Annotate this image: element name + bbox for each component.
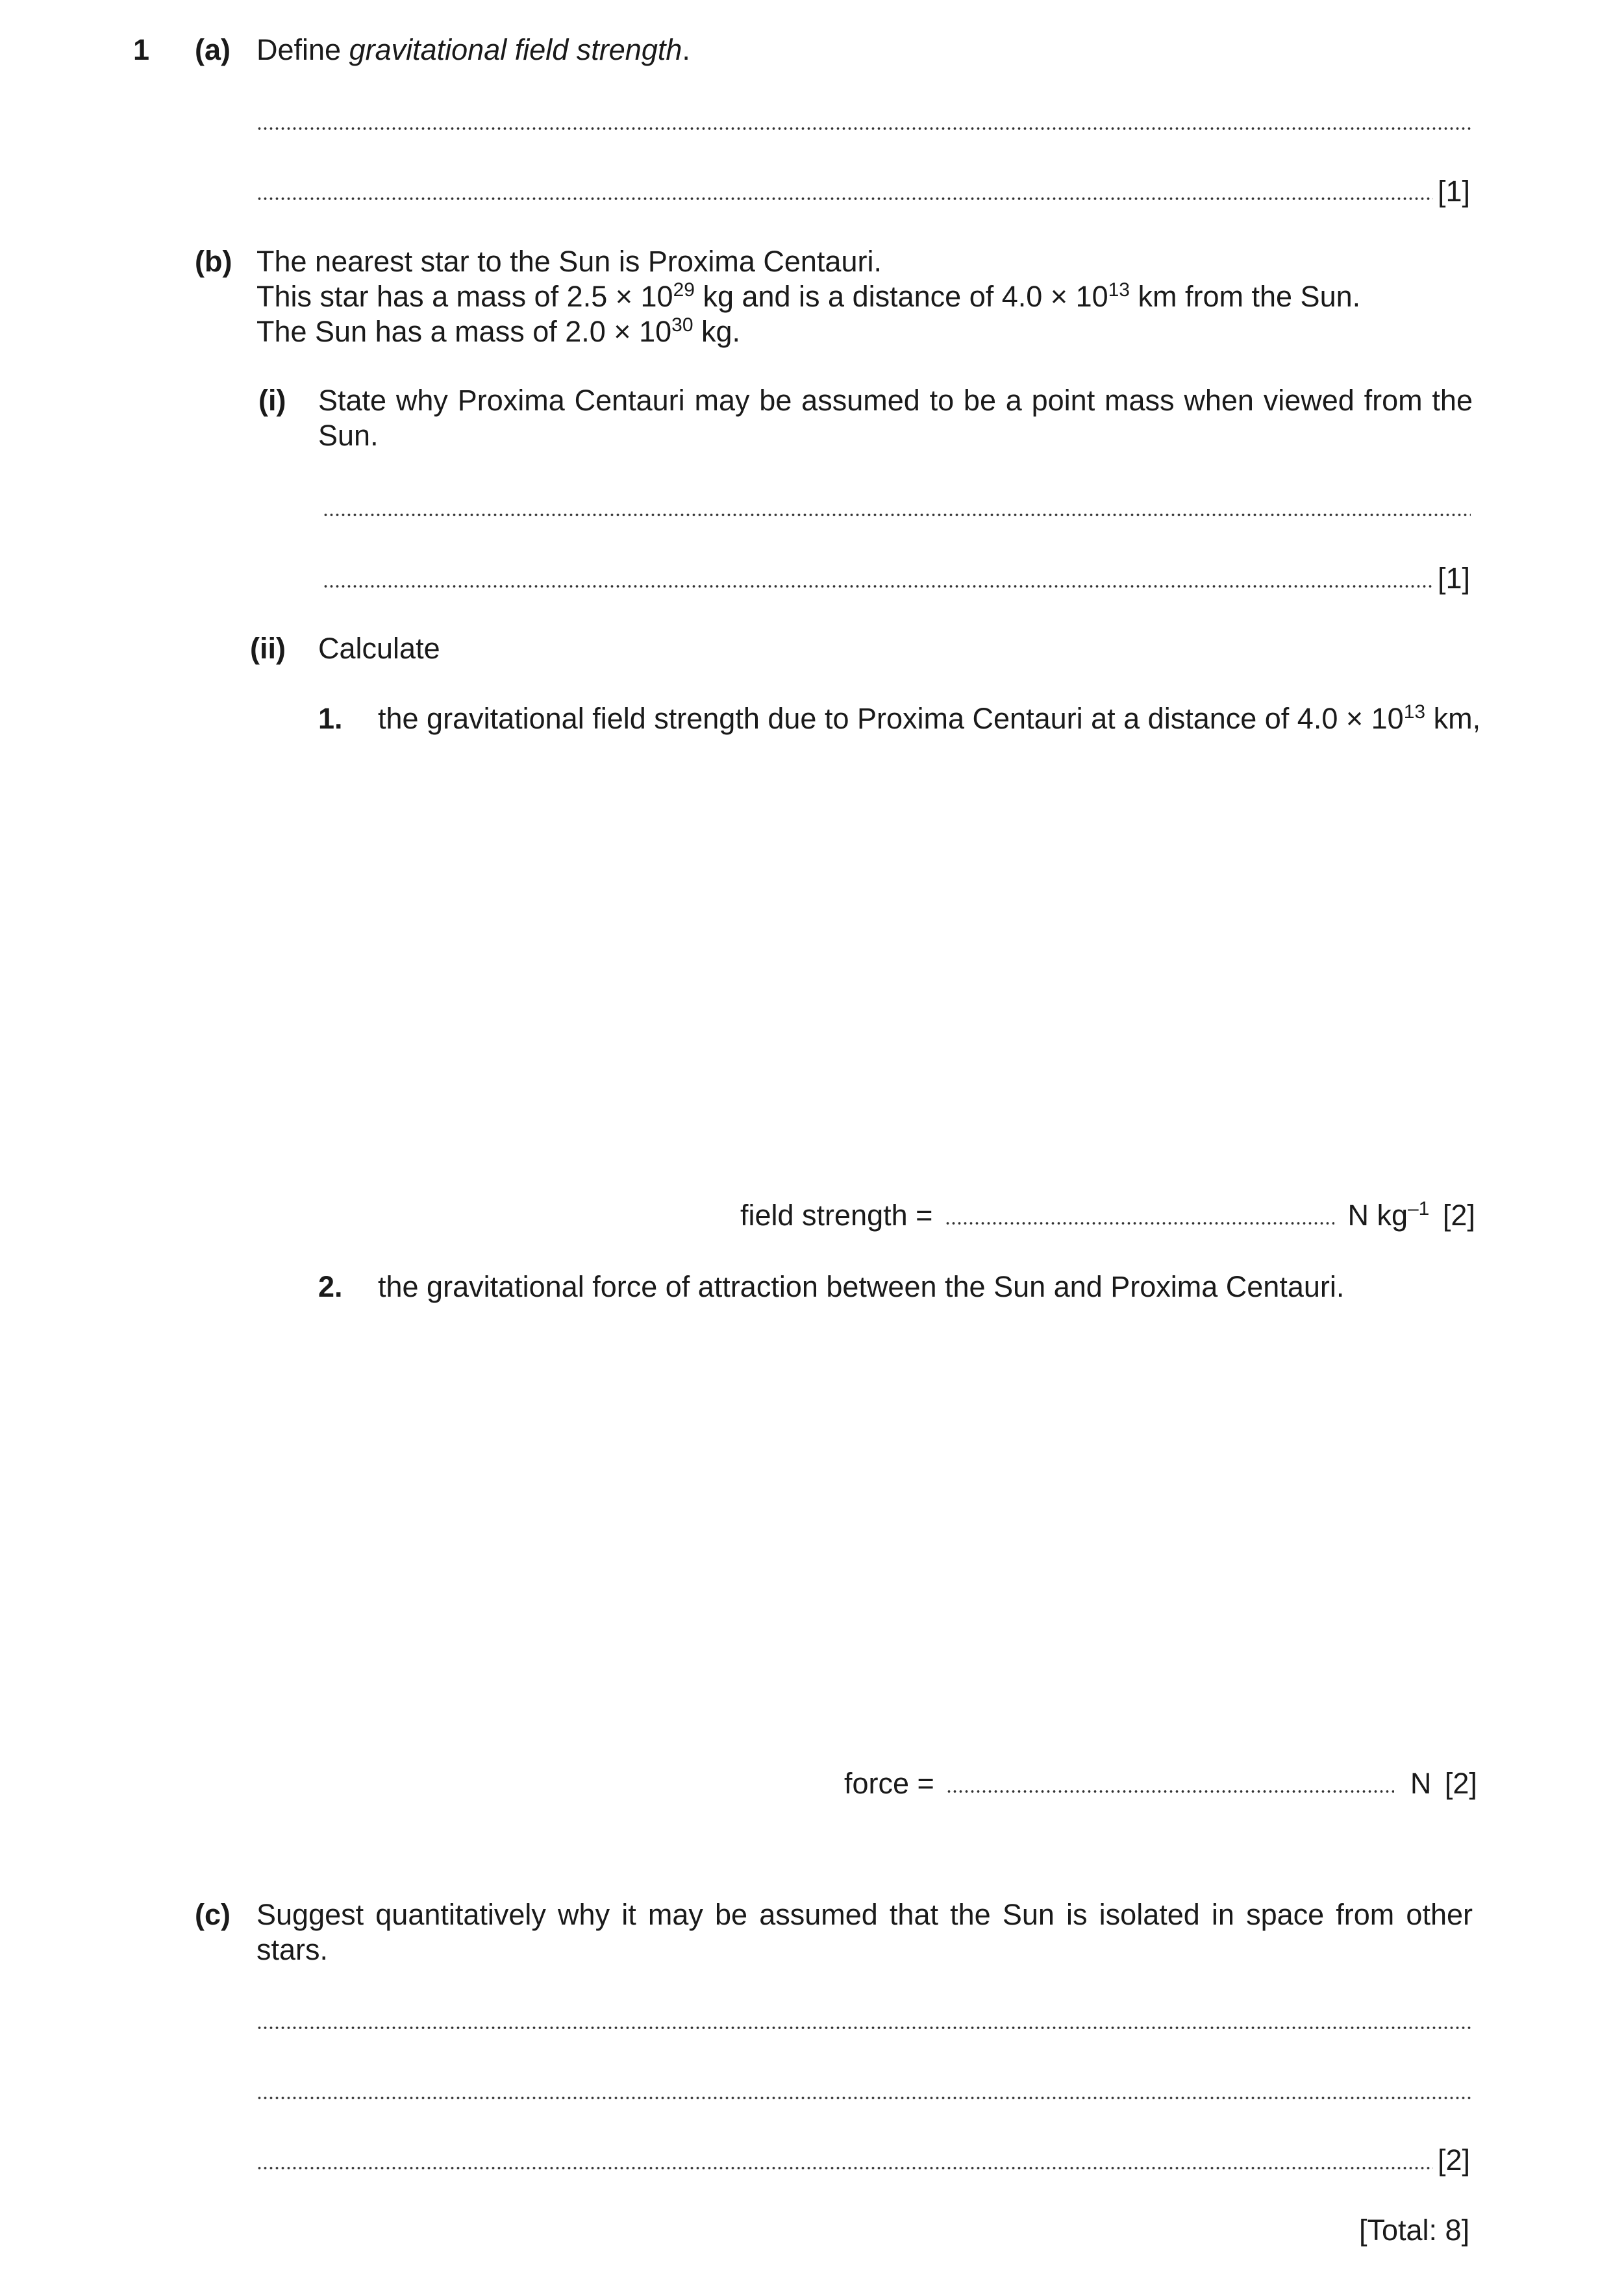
force-marks: [2] xyxy=(1444,1767,1477,1800)
part-b-i-marks: [1] xyxy=(1438,562,1471,595)
part-b-line-3-a: The Sun has a mass of 2.0 × 10 xyxy=(256,315,672,348)
field-strength-label: field strength = xyxy=(740,1199,933,1232)
force-label: force = xyxy=(844,1767,934,1800)
part-b-line-3-b: kg. xyxy=(693,315,741,348)
part-c-marks: [2] xyxy=(1438,2143,1471,2177)
part-b-line-2-c: km from the Sun. xyxy=(1130,280,1361,313)
force-answer-line[interactable] xyxy=(946,1790,1394,1793)
part-b-line-2-b: kg and is a distance of 4.0 × 10 xyxy=(694,280,1108,313)
part-b-ii-1-text-sup: 13 xyxy=(1403,701,1426,723)
part-b-ii-1-text-a: the gravitational field strength due to Proxima Centauri at a distance of 4.0 × 10 xyxy=(378,702,1404,735)
field-strength-unit-a: N kg xyxy=(1347,1199,1408,1232)
part-b-ii-1-label: 1. xyxy=(318,702,343,735)
part-b-i-text: State why Proxima Centauri may be assumed to be a point mass when viewed from the Sun. xyxy=(318,384,1473,452)
total-marks: [Total: 8] xyxy=(1359,2214,1470,2247)
force-unit: N xyxy=(1410,1767,1432,1800)
part-b-ii-2-text: the gravitational force of attraction between the Sun and Proxima Centauri. xyxy=(378,1270,1345,1303)
part-a-text-emphasis: gravitational field strength xyxy=(349,33,682,66)
part-a-label: (a) xyxy=(195,33,231,66)
field-strength-unit-sup: –1 xyxy=(1408,1198,1430,1219)
answer-line-b-i-2[interactable] xyxy=(323,584,1433,588)
part-b-line-3 xyxy=(256,314,740,349)
answer-line-a-1[interactable] xyxy=(256,127,1471,131)
force-answer-row xyxy=(844,1766,1477,1801)
part-a-marks: [1] xyxy=(1438,175,1471,208)
field-strength-marks: [2] xyxy=(1442,1199,1475,1232)
field-strength-answer-row xyxy=(740,1198,1475,1233)
part-a-prompt xyxy=(256,32,690,68)
part-a-text-post: . xyxy=(682,33,690,66)
answer-line-b-i-1[interactable] xyxy=(323,513,1471,517)
answer-line-a-2[interactable] xyxy=(256,197,1433,201)
part-c-text: Suggest quantitatively why it may be assumed that the Sun is isolated in space from other stars. xyxy=(256,1898,1473,1966)
part-c-label: (c) xyxy=(195,1898,231,1931)
part-b-ii-label: (ii) xyxy=(250,632,286,665)
part-b-ii-1-text-b: km, xyxy=(1425,702,1481,735)
answer-line-c-3[interactable] xyxy=(256,2166,1433,2170)
part-b-line-2-sup-1: 29 xyxy=(673,279,695,301)
part-b-line-3-sup: 30 xyxy=(671,314,693,336)
part-b-i-label: (i) xyxy=(258,384,286,417)
part-b-line-2 xyxy=(256,279,1360,314)
part-a-text-pre: Define xyxy=(256,33,349,66)
part-b-line-1: The nearest star to the Sun is Proxima Centauri. xyxy=(256,245,882,278)
part-b-ii-text: Calculate xyxy=(318,632,440,665)
answer-line-c-2[interactable] xyxy=(256,2096,1471,2100)
field-strength-unit xyxy=(1347,1199,1429,1232)
part-b-line-2-sup-2: 13 xyxy=(1108,279,1130,301)
part-b-ii-2-label: 2. xyxy=(318,1270,343,1303)
part-b-line-2-a: This star has a mass of 2.5 × 10 xyxy=(256,280,673,313)
question-number: 1 xyxy=(133,33,150,66)
answer-line-c-1[interactable] xyxy=(256,2026,1471,2030)
part-b-ii-1-text xyxy=(378,701,1480,736)
field-strength-answer-line[interactable] xyxy=(945,1221,1334,1225)
part-b-label: (b) xyxy=(195,245,232,278)
